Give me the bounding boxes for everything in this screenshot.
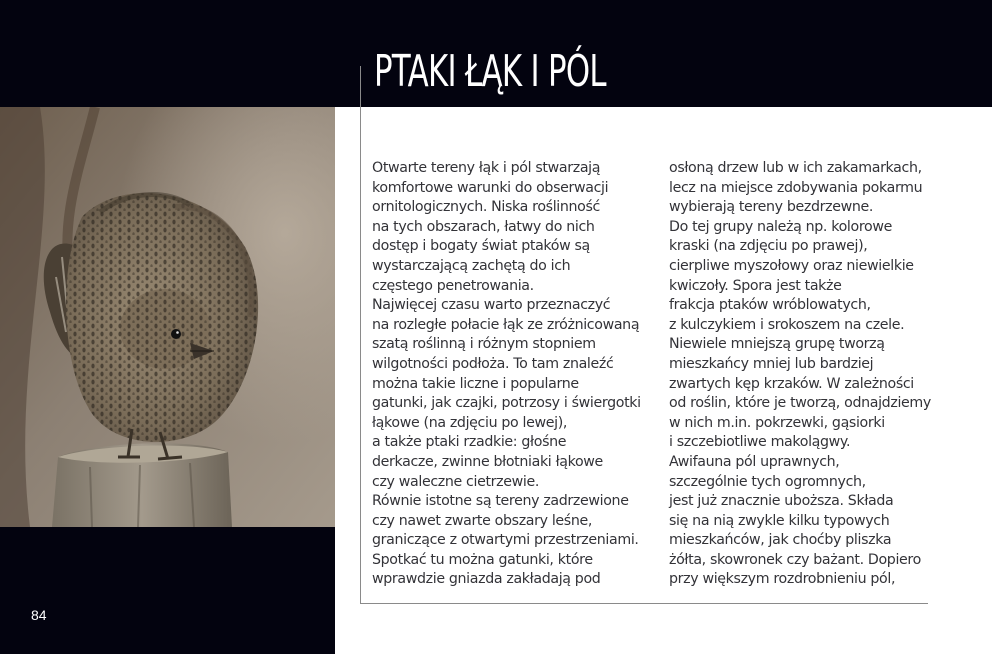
text-line: można takie liczne i popularne — [372, 375, 579, 392]
vertical-rule — [360, 66, 361, 604]
page-number: 84 — [31, 607, 47, 623]
text-line: Spotkać tu można gatunki, które — [372, 551, 593, 568]
text-line: przy większym rozdrobnieniu pól, — [669, 571, 896, 588]
text-column-left — [372, 159, 662, 590]
text-line: derkacze, zwinne błotniaki łąkowe — [372, 453, 603, 470]
text-line: lecz na miejsce zdobywania pokarmu — [669, 179, 923, 196]
text-line: gatunki, jak czajki, potrzosy i świergotki — [372, 395, 641, 412]
text-line: cierpliwe myszołowy oraz niewielkie — [669, 257, 914, 274]
text-line: a także ptaki rzadkie: głośne — [372, 434, 567, 451]
bird-on-post-photo — [0, 107, 335, 527]
text-column-right — [669, 159, 949, 590]
text-line: częstego penetrowania. — [372, 277, 534, 294]
text-line: kwiczoły. Spora jest także — [669, 277, 842, 294]
page-title: PTAKI ŁĄK I PÓL — [374, 46, 606, 97]
text-line: się na nią zwykle kilku typowych — [669, 512, 890, 529]
text-line: mieszkańców, jak choćby pliszka — [669, 532, 892, 549]
text-line: kraski (na zdjęciu po prawej), — [669, 238, 868, 255]
text-line: od roślin, które je tworzą, odnajdziemy — [669, 395, 931, 412]
text-line: łąkowe (na zdjęciu po lewej), — [372, 414, 568, 431]
text-line: Najwięcej czasu warto przeznaczyć — [372, 297, 611, 314]
text-line: wybierają tereny bezdrzewne. — [669, 199, 874, 216]
text-line: i szczebiotliwe makolągwy. — [669, 434, 851, 451]
text-line: dostęp i bogaty świat ptaków są — [372, 238, 590, 255]
text-line: szatą roślinną i różnym stopniem — [372, 336, 596, 353]
text-line: z kulczykiem i srokoszem na czele. — [669, 316, 905, 333]
horizontal-rule — [360, 603, 928, 604]
text-line: na rozległe połacie łąk ze zróżnicowaną — [372, 316, 640, 333]
text-line: mieszkańcy mniej lub bardziej — [669, 355, 874, 372]
text-line: ornitologicznych. Niska roślinność — [372, 199, 601, 216]
text-line: szczególnie tych ogromnych, — [669, 473, 866, 490]
text-line: Niewiele mniejszą grupę tworzą — [669, 336, 885, 353]
text-line: Równie istotne są tereny zadrzewione — [372, 493, 629, 510]
text-line: Otwarte tereny łąk i pól stwarzają — [372, 160, 601, 176]
text-line: graniczące z otwartymi przestrzeniami. — [372, 532, 639, 549]
text-line: wprawdzie gniazda zakładają pod — [372, 571, 601, 588]
text-line: na tych obszarach, łatwy do nich — [372, 218, 595, 235]
text-line: wystarczającą zachętą do ich — [372, 257, 571, 274]
text-line: komfortowe warunki do obserwacji — [372, 179, 609, 196]
text-line: w nich m.in. pokrzewki, gąsiorki — [669, 414, 885, 431]
text-line: zwartych kęp krzaków. W zależności — [669, 375, 914, 392]
text-line: Awifauna pól uprawnych, — [669, 453, 840, 470]
text-line: wilgotności podłoża. To tam znaleźć — [372, 355, 614, 372]
text-line: osłoną drzew lub w ich zakamarkach, — [669, 160, 922, 176]
text-line: Do tej grupy należą np. kolorowe — [669, 218, 892, 235]
text-line: czy nawet zwarte obszary leśne, — [372, 512, 593, 529]
text-line: jest już znacznie uboższa. Składa — [669, 493, 894, 510]
text-line: frakcja ptaków wróblowatych, — [669, 297, 871, 314]
text-line: żółta, skowronek czy bażant. Dopiero — [669, 551, 921, 568]
text-line: czy waleczne cietrzewie. — [372, 473, 540, 490]
